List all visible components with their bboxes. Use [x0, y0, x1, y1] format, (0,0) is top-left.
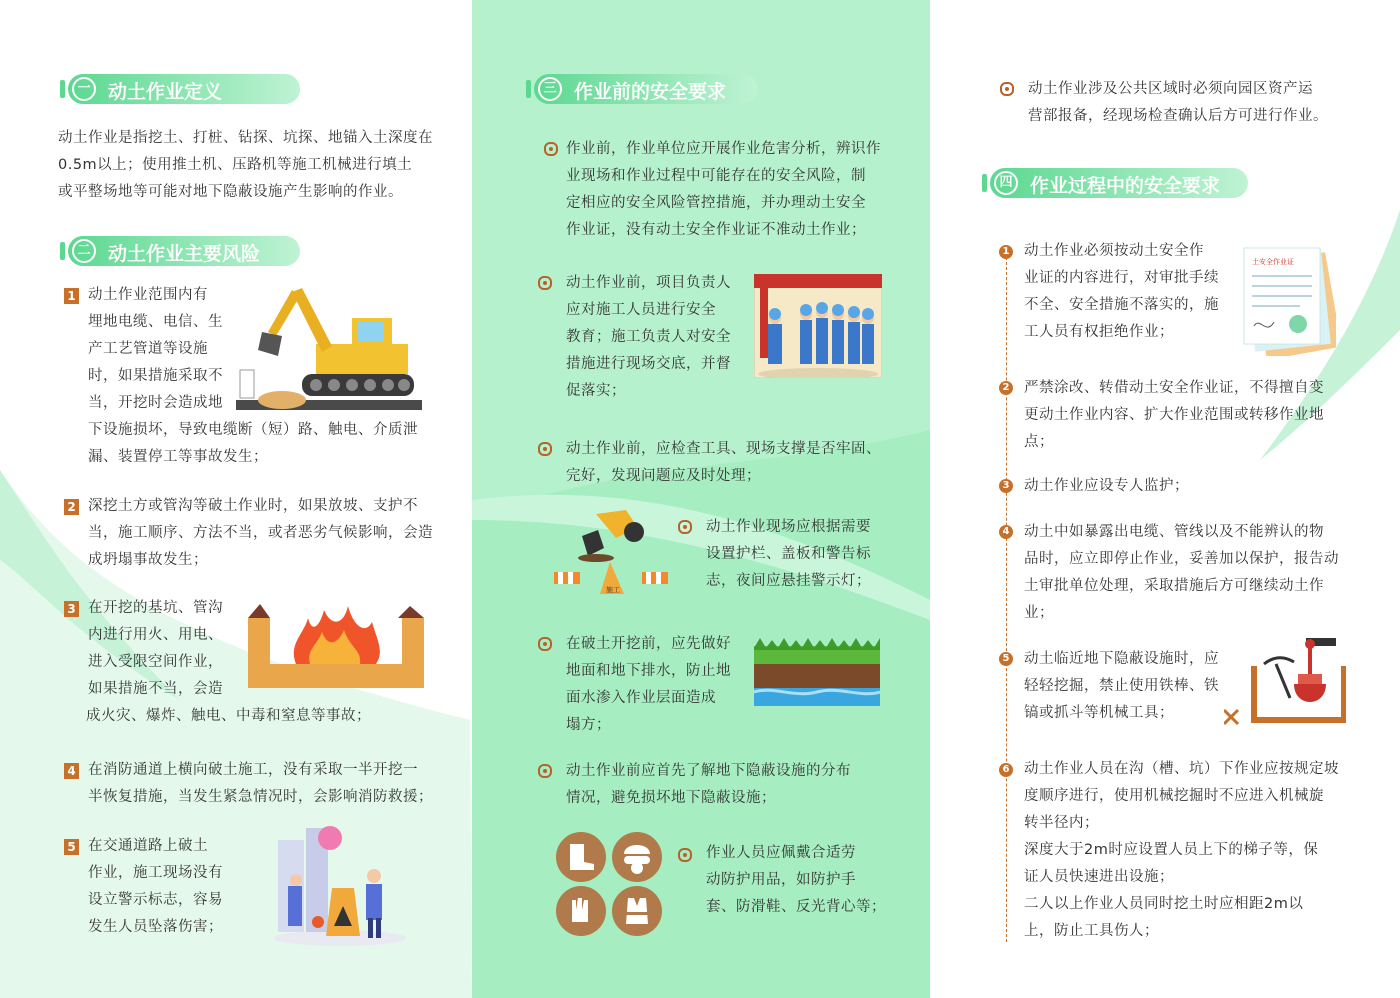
process-item [1024, 238, 1238, 346]
requirement-item [566, 758, 926, 812]
text-line: 更动土作业内容、扩大作业范围或转移作业地 [1024, 407, 1324, 423]
text-line: 动土作业涉及公共区域时必须向园区资产运 [1028, 81, 1313, 97]
risk-item [88, 493, 468, 574]
road-work-illustration [270, 826, 410, 948]
text-line: 在开挖的基坑、管沟 [88, 600, 223, 616]
bullet-icon [544, 142, 558, 156]
text-line: 措施进行现场交底，并督 [566, 356, 731, 372]
text-line: 深度大于2m时应设置人员上下的梯子等，保 [1024, 842, 1319, 858]
section-title: 动土作业主要风险 [108, 243, 261, 265]
text-line: 营部报备，经现场检查确认后方可进行作业。 [1028, 108, 1328, 124]
text-line: 教育；施工负责人对安全 [566, 329, 731, 345]
goggles-icon [612, 832, 662, 882]
text-line: 工人员有权拒绝作业； [1024, 324, 1174, 340]
text-line: 动土作业现场应根据需要 [706, 519, 871, 535]
process-item [1024, 473, 1384, 500]
text-line: 业； [1024, 605, 1054, 621]
text-line: 套、防滑鞋、反光背心等； [706, 899, 886, 915]
text-line: 定相应的安全风险管控措施，并办理动土安全 [566, 195, 866, 211]
text-line: 在交通道路上破土 [88, 838, 208, 854]
section-title: 作业前的安全要求 [574, 81, 727, 103]
forbidden-tools-illustration [1224, 636, 1346, 728]
bullet-icon [678, 520, 692, 534]
text-line: 设立警示标志，容易 [88, 892, 223, 908]
text-line: 面水渗入作业层面造成 [566, 690, 716, 706]
requirement-item [566, 436, 926, 490]
text-line: 二人以上作业人员同时挖土时应相距2m以 [1024, 896, 1304, 912]
barrier-illustration [552, 508, 672, 600]
text-line: 进入受限空间作业， [88, 654, 223, 670]
excavator-illustration [232, 282, 424, 414]
text-line: 不全、安全措施不落实的，施 [1024, 297, 1219, 313]
text-line: 在破土开挖前，应先做好 [566, 636, 731, 652]
step-number: 6 [999, 763, 1013, 777]
definition-line: 动土作业是指挖土、打桩、钻探、坑探、地锚入土深度在 [58, 130, 433, 146]
process-item [1024, 375, 1384, 456]
text-line: 内进行用火、用电、 [88, 627, 223, 643]
sign-label: 施工 [606, 586, 620, 594]
section-number: 二 [72, 239, 96, 263]
text-line: 完好，发现问题应及时处理； [566, 468, 761, 484]
process-item [1024, 646, 1238, 727]
soil-drainage-illustration [754, 638, 880, 706]
text-line: 动土作业应设专人监护； [1024, 478, 1189, 494]
section-title: 作业过程中的安全要求 [1030, 175, 1221, 197]
text-line: 志，夜间应悬挂警示灯； [706, 573, 871, 589]
step-number: 2 [999, 381, 1013, 395]
section-title: 动土作业定义 [108, 81, 223, 103]
step-number: 1 [999, 245, 1013, 259]
risk-number: 3 [64, 601, 79, 617]
requirement-item [566, 631, 756, 739]
text-line: 促落实； [566, 383, 626, 399]
definition-line: 或平整场地等可能对地下隐蔽设施产生影响的作业。 [58, 184, 403, 200]
step-number: 5 [999, 652, 1013, 666]
text-line: 时，如果措施采取不 [88, 368, 223, 384]
text-line: 情况，避免损坏地下隐蔽设施； [566, 790, 776, 806]
requirement-item [706, 840, 916, 921]
section-number: 一 [72, 77, 96, 101]
process-item [1024, 519, 1384, 627]
text-line: 下设施损坏，导致电缆断（短）路、触电、介质泄 [88, 422, 418, 438]
text-line: 当，开挖时会造成地 [88, 395, 223, 411]
timeline-line [1006, 252, 1007, 942]
section-header-3 [534, 74, 758, 104]
bullet-icon [538, 442, 552, 456]
permit-document-illustration [1240, 244, 1336, 356]
requirement-item [566, 136, 926, 244]
process-item [1024, 756, 1384, 945]
section-number: 三 [538, 77, 562, 101]
text-line: 动防护用品，如防护手 [706, 872, 856, 888]
text-line: 产工艺管道等设施 [88, 341, 208, 357]
text-line: 作业前，作业单位应开展作业危害分析，辨识作 [566, 141, 881, 157]
risk-number: 2 [64, 499, 79, 515]
text-line: 地面和地下排水，防止地 [566, 663, 731, 679]
step-number: 4 [999, 525, 1013, 539]
text-line: 土审批单位处理，采取措施后方可继续动土作 [1024, 578, 1324, 594]
text-line: 镐或抓斗等机械工具； [1024, 705, 1174, 721]
vest-icon [612, 886, 662, 936]
text-line: 作业人员应佩戴合适劳 [706, 845, 856, 861]
step-number: 3 [999, 479, 1013, 493]
bullet-icon [538, 764, 552, 778]
text-line: 埋地电缆、电信、生 [88, 314, 223, 330]
bullet-icon [538, 276, 552, 290]
text-line: 动土作业前，应检查工具、现场支撑是否牢固、 [566, 441, 881, 457]
text-line: 发生人员坠落伤害； [88, 919, 223, 935]
text-line: 半恢复措施，当发生紧急情况时，会影响消防救援； [88, 789, 433, 805]
text-line: 作业，施工现场没有 [88, 865, 223, 881]
section-number: 四 [994, 171, 1018, 195]
text-line: 动土作业范围内有 [88, 287, 208, 303]
text-line: 轻轻挖掘，禁止使用铁棒、铁 [1024, 678, 1219, 694]
risk-number: 1 [64, 288, 79, 304]
boot-icon [556, 832, 606, 882]
definition-line: 0.5m以上；使用推土机、压路机等施工机械进行填土 [58, 157, 413, 173]
text-line: 设置护栏、盖板和警告标 [706, 546, 871, 562]
text-line: 证人员快速进出设施； [1024, 869, 1174, 885]
text-line: 度顺序进行，使用机械挖掘时不应进入机械旋 [1024, 788, 1324, 804]
text-line: 塌方； [566, 717, 611, 733]
bullet-icon [538, 637, 552, 651]
text-line: 动土中如暴露出电缆、管线以及不能辨认的物 [1024, 524, 1324, 540]
panel-left [0, 0, 472, 998]
definition-text [58, 125, 458, 206]
section-header-2 [68, 236, 300, 266]
requirement-item [706, 514, 916, 595]
text-line: 点； [1024, 434, 1054, 450]
text-line: 动土作业前应首先了解地下隐蔽设施的分布 [566, 763, 851, 779]
text-line: 动土临近地下隐蔽设施时，应 [1024, 651, 1219, 667]
text-line: 成坍塌事故发生； [88, 552, 208, 568]
bullet-icon [678, 848, 692, 862]
text-line: 深挖土方或管沟等破土作业时，如果放坡、支护不 [88, 498, 418, 514]
text-line: 动土作业必须按动土安全作 [1024, 243, 1204, 259]
risk-item [88, 833, 288, 941]
text-line: 严禁涂改、转借动土安全作业证，不得擅自变 [1024, 380, 1324, 396]
text-line: 应对施工人员进行安全 [566, 302, 716, 318]
text-line: 当，施工顺序、方法不当，或者恶劣气候影响，会造 [88, 525, 433, 541]
text-line: 上，防止工具伤人； [1024, 923, 1159, 939]
text-line: 品时，应立即停止作业，妥善加以保护，报告动 [1024, 551, 1339, 567]
document-title: 土安全作业证 [1252, 258, 1294, 266]
safety-training-illustration [754, 274, 882, 378]
section-header-4 [990, 168, 1248, 198]
risk-number: 4 [64, 763, 79, 779]
text-line: 在消防通道上横向破土施工，没有采取一半开挖一 [88, 762, 418, 778]
risk-item [88, 757, 468, 811]
risk-number: 5 [64, 839, 79, 855]
text-line: 成火灾、爆炸、触电、中毒和窒息等事故； [86, 708, 371, 724]
text-line: 动土作业人员在沟（槽、坑）下作业应按规定坡 [1024, 761, 1339, 777]
requirement-item [566, 270, 756, 405]
text-line: 作业证，没有动土安全作业证不准动土作业； [566, 222, 866, 238]
bullet-icon [1000, 82, 1014, 96]
text-line: 漏、装置停工等事故发生； [88, 449, 268, 465]
gloves-icon [556, 886, 606, 936]
text-line: 如果措施不当，会造 [88, 681, 223, 697]
panel-middle [472, 0, 930, 998]
section-header-1 [68, 74, 300, 104]
fire-pit-illustration [248, 604, 428, 688]
text-line: 转半径内； [1024, 815, 1099, 831]
text-line: 业现场和作业过程中可能存在的安全风险，制 [566, 168, 866, 184]
requirement-item [1028, 76, 1388, 130]
text-line: 业证的内容进行，对审批手续 [1024, 270, 1219, 286]
text-line: 动土作业前，项目负责人 [566, 275, 731, 291]
